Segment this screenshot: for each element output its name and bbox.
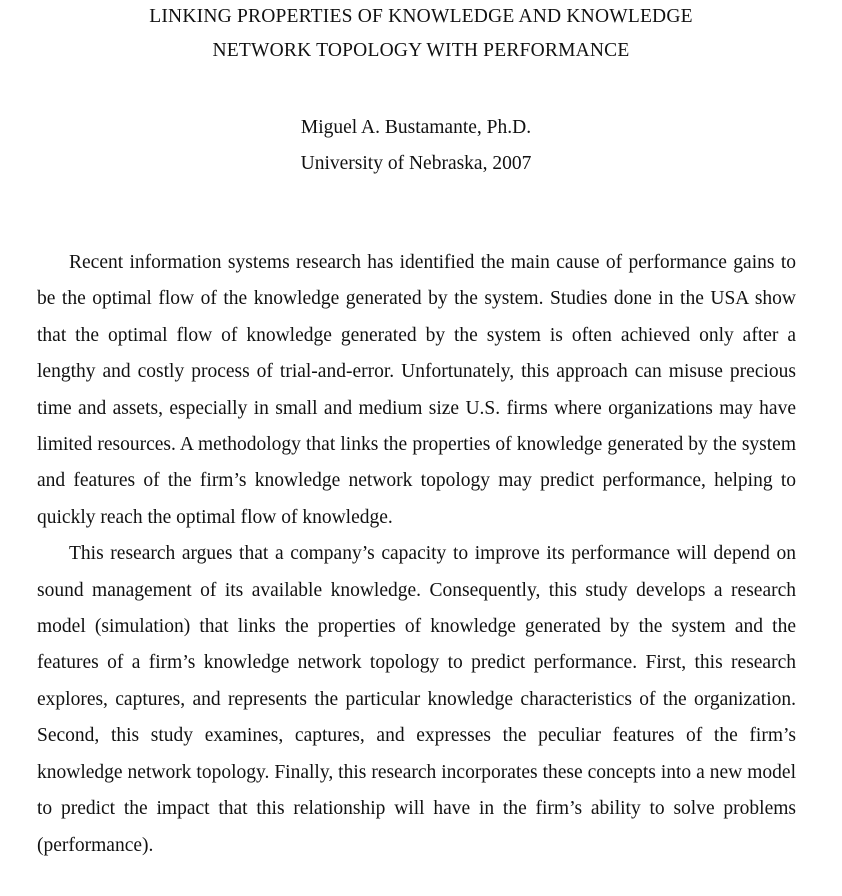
- title-line-2: NETWORK TOPOLOGY WITH PERFORMANCE: [212, 40, 630, 61]
- author-block: [0, 110, 832, 182]
- author-name: Miguel A. Bustamante, Ph.D.: [300, 117, 532, 138]
- abstract-body: [37, 245, 796, 864]
- title-line-1: LINKING PROPERTIES OF KNOWLEDGE AND KNOWLEDGE: [149, 6, 693, 27]
- paper-title: [0, 0, 842, 68]
- abstract-paragraph-1: Recent information systems research has identified the main cause of performance gains to be the optimal flow of the knowledge generated by the system. Studies done in the USA show that the optimal flow of knowledge generated by the system is often achieved only after a lengthy and costly process of trial-and-error. Unfortunately, this approach can misuse precious time and assets, especially in small and medium size U.S. firms where organizations may have limited resources. A methodology that links the properties of knowledge generated by the system and features of the firm’s knowledge network topology may predict performance, helping to quickly reach the optimal flow of knowledge.: [37, 252, 796, 528]
- author-affiliation: University of Nebraska, 2007: [300, 153, 532, 174]
- abstract-paragraph-2: This research argues that a company’s capacity to improve its performance will depend on sound management of its available knowledge. Consequently, this study develops a research model (simulation) that links the properties of knowledge generated by the system and the features of a firm’s knowledge network topology to predict performance. First, this research explores, captures, and represents the particular knowledge characteristics of the organization. Second, this study examines, captures, and expresses the peculiar features of the firm’s knowledge network topology. Finally, this research incorporates these concepts into a new model to predict the impact that this relationship will have in the firm’s ability to solve problems (performance).: [37, 543, 796, 856]
